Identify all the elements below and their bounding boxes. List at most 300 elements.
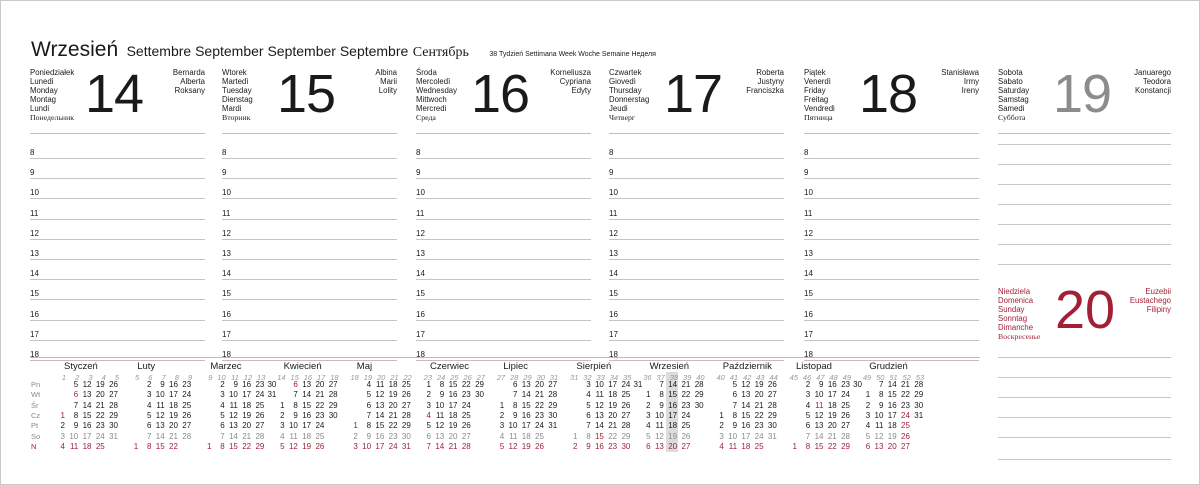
calendar-day: 27 bbox=[681, 441, 691, 451]
calendar-day: 2 bbox=[646, 400, 651, 410]
calendar-day: 8 bbox=[586, 431, 591, 441]
week-number: 15 bbox=[290, 373, 299, 382]
calendar-day: 17 bbox=[521, 421, 531, 431]
calendar-day: 12 bbox=[508, 441, 518, 451]
week-number: 5 bbox=[114, 373, 119, 382]
calendar-day: 5 bbox=[366, 390, 372, 400]
calendar-day: 1 bbox=[426, 380, 431, 389]
calendar-day: 5 bbox=[865, 431, 871, 441]
calendar-day: 15 bbox=[228, 441, 238, 451]
calendar-day: 2 bbox=[280, 410, 285, 420]
calendar-day: 5 bbox=[499, 441, 505, 451]
calendar-day: 18 bbox=[521, 431, 531, 441]
week-number: 9 bbox=[208, 373, 213, 382]
week-number: 47 bbox=[816, 373, 825, 382]
week-number: 27 bbox=[476, 373, 485, 382]
day-header-rule bbox=[804, 133, 979, 134]
calendar-day: 6 bbox=[426, 431, 431, 441]
calendar-day: 6 bbox=[293, 380, 298, 389]
calendar-day: 20 bbox=[448, 431, 458, 441]
calendar-day: 22 bbox=[681, 390, 691, 400]
week-number: 24 bbox=[436, 373, 446, 382]
calendar-day: 4 bbox=[280, 431, 285, 441]
saint-name: Euzebii bbox=[1145, 287, 1171, 296]
day-name: Sobota bbox=[998, 68, 1023, 77]
calendar-day: 8 bbox=[659, 390, 664, 400]
calendar-day: 27 bbox=[109, 390, 118, 400]
week-number: 52 bbox=[902, 373, 911, 382]
calendar-day: 27 bbox=[841, 421, 850, 431]
day-name-russian: Среда bbox=[416, 112, 436, 122]
calendar-day: 15 bbox=[887, 390, 897, 400]
month-name: Sierpień bbox=[576, 361, 612, 372]
hour-label: 17 bbox=[30, 329, 39, 339]
calendar-day: 30 bbox=[694, 400, 704, 410]
hour-label: 18 bbox=[30, 350, 39, 359]
calendar-day: 16 bbox=[594, 441, 604, 451]
hour-label: 9 bbox=[222, 168, 227, 178]
calendar-day: 19 bbox=[95, 380, 105, 389]
calendar-day: 25 bbox=[461, 410, 471, 420]
calendar-day: 14 bbox=[375, 410, 385, 420]
hour-label: 14 bbox=[30, 269, 39, 279]
calendar-day: 9 bbox=[586, 441, 591, 451]
calendar-day: 12 bbox=[594, 400, 604, 410]
day-number: 14 bbox=[85, 64, 144, 124]
calendar-day: 28 bbox=[548, 390, 558, 400]
saint-name: Edyty bbox=[571, 85, 591, 95]
hour-label: 10 bbox=[804, 188, 813, 198]
calendar-day: 2 bbox=[353, 431, 358, 441]
calendar-day: 13 bbox=[375, 400, 385, 410]
hour-row bbox=[30, 158, 205, 179]
calendar-day: 31 bbox=[914, 410, 924, 420]
hour-label: 11 bbox=[30, 208, 39, 218]
calendar-day: 14 bbox=[594, 421, 604, 431]
week-number: 25 bbox=[450, 373, 459, 382]
week-number: 26 bbox=[463, 373, 472, 382]
day-name-russian: Пятница bbox=[804, 112, 833, 122]
calendar-day: 2 bbox=[220, 380, 225, 389]
calendar-day: 17 bbox=[887, 410, 897, 420]
calendar-day: 24 bbox=[841, 390, 850, 400]
calendar-day: 30 bbox=[109, 421, 118, 431]
calendar-day: 5 bbox=[805, 410, 811, 420]
calendar-day: 7 bbox=[878, 380, 884, 389]
sunday-name-days bbox=[1130, 288, 1171, 315]
hour-row bbox=[30, 199, 205, 220]
week-number: 22 bbox=[403, 373, 412, 382]
calendar-day: 13 bbox=[594, 410, 604, 420]
calendar-day: 26 bbox=[681, 431, 691, 441]
calendar-day: 30 bbox=[914, 400, 924, 410]
calendar-day: 13 bbox=[741, 390, 751, 400]
calendar-day: 13 bbox=[521, 380, 531, 389]
calendar-day: 12 bbox=[155, 410, 165, 420]
calendar-day: 9 bbox=[366, 431, 372, 441]
calendar-day: 31 bbox=[633, 380, 643, 389]
calendar-day: 16 bbox=[375, 431, 385, 441]
calendar-day: 7 bbox=[805, 431, 811, 441]
hour-label: 15 bbox=[222, 289, 231, 299]
calendar-day: 18 bbox=[608, 390, 618, 400]
hour-row bbox=[222, 259, 397, 280]
week-number: 46 bbox=[802, 373, 812, 382]
hour-row bbox=[30, 138, 205, 159]
hour-label: 16 bbox=[416, 309, 425, 319]
day-name: Vendredi bbox=[804, 103, 835, 113]
day-name-russian: Воскресенье bbox=[998, 331, 1041, 341]
calendar-day: 18 bbox=[448, 410, 458, 420]
day-name: Środa bbox=[416, 68, 437, 77]
calendar-day: 24 bbox=[95, 431, 105, 441]
calendar-day: 29 bbox=[255, 441, 265, 451]
calendar-day: 31 bbox=[401, 441, 411, 451]
calendar-day: 22 bbox=[535, 400, 544, 410]
calendar-day: 24 bbox=[315, 421, 325, 431]
calendar-day: 21 bbox=[608, 421, 618, 431]
calendar-day: 6 bbox=[586, 410, 591, 420]
calendar-day: 18 bbox=[302, 431, 312, 441]
calendar-day: 5 bbox=[426, 421, 431, 431]
sunday-names bbox=[998, 288, 1040, 341]
calendar-day: 20 bbox=[668, 441, 678, 451]
month-name: Lipiec bbox=[503, 361, 529, 372]
calendar-day: 15 bbox=[302, 400, 312, 410]
calendar-day: 7 bbox=[146, 431, 152, 441]
calendar-day: 16 bbox=[82, 421, 92, 431]
calendar-day: 25 bbox=[315, 431, 325, 441]
calendar-day: 10 bbox=[814, 390, 824, 400]
hour-label: 16 bbox=[222, 309, 231, 319]
calendar-day: 21 bbox=[827, 431, 837, 441]
calendar-day: 19 bbox=[668, 431, 678, 441]
hour-row bbox=[416, 300, 591, 321]
month-name: Wrzesień bbox=[649, 361, 690, 372]
calendar-day: 11 bbox=[815, 400, 824, 410]
month-name: Luty bbox=[137, 361, 156, 372]
day-name: Martedì bbox=[222, 76, 249, 86]
hour-label: 8 bbox=[30, 148, 35, 157]
day-name: Dienstag bbox=[222, 94, 253, 104]
weekday-label: Cz bbox=[31, 410, 41, 420]
calendar-day: 4 bbox=[499, 431, 505, 441]
saint-name: Roberta bbox=[756, 68, 784, 77]
calendar-day: 23 bbox=[95, 421, 105, 431]
calendar-day: 5 bbox=[280, 441, 285, 451]
calendar-day: 13 bbox=[82, 390, 92, 400]
calendar-day: 26 bbox=[401, 390, 411, 400]
hour-row bbox=[804, 158, 979, 179]
calendar-day: 2 bbox=[499, 410, 505, 420]
week-number: 9 bbox=[188, 373, 193, 382]
saint-name: Stanisława bbox=[941, 68, 979, 77]
calendar-day: 16 bbox=[169, 380, 178, 389]
calendar-day: 12 bbox=[654, 431, 664, 441]
calendar-day: 25 bbox=[901, 421, 910, 431]
calendar-day: 25 bbox=[401, 380, 411, 389]
hour-row bbox=[609, 138, 784, 159]
week-number: 49 bbox=[862, 373, 872, 382]
saint-name: Albina bbox=[375, 68, 397, 77]
hour-label: 8 bbox=[609, 148, 614, 157]
calendar-day: 15 bbox=[521, 400, 531, 410]
saint-name: Korneliusza bbox=[550, 68, 591, 77]
calendar-day: 1 bbox=[60, 410, 65, 420]
calendar-day: 28 bbox=[694, 380, 704, 389]
saint-name: Januarego bbox=[1134, 68, 1171, 77]
calendar-day: 23 bbox=[754, 421, 764, 431]
hour-row bbox=[416, 259, 591, 280]
calendar-day: 14 bbox=[228, 431, 238, 441]
calendar-day: 6 bbox=[865, 441, 871, 451]
note-line bbox=[998, 397, 1171, 398]
name-days bbox=[173, 69, 205, 96]
hour-label: 15 bbox=[30, 289, 39, 299]
calendar-day: 8 bbox=[293, 400, 298, 410]
calendar-day: 8 bbox=[366, 421, 372, 431]
month-title: Wrzesień bbox=[31, 38, 119, 61]
week-number: 12 bbox=[243, 373, 253, 382]
day-header-rule bbox=[609, 133, 784, 134]
weekday-label: Wt bbox=[31, 390, 41, 400]
calendar-day: 3 bbox=[499, 421, 505, 431]
calendar-day: 11 bbox=[728, 441, 738, 451]
hour-label: 13 bbox=[416, 249, 425, 258]
calendar-day: 28 bbox=[914, 380, 924, 389]
calendar-day: 9 bbox=[233, 380, 238, 389]
calendar-day: 4 bbox=[60, 441, 65, 451]
calendar-day: 6 bbox=[805, 421, 811, 431]
hour-label: 8 bbox=[804, 148, 809, 157]
day-name: Samedi bbox=[998, 103, 1025, 113]
calendar-day: 26 bbox=[315, 441, 325, 451]
calendar-day: 20 bbox=[169, 421, 178, 431]
calendar-day: 2 bbox=[805, 380, 811, 389]
day-names bbox=[998, 69, 1029, 122]
day-name: Wednesday bbox=[416, 85, 458, 95]
month-name-russian: Сентябрь bbox=[412, 45, 469, 60]
calendar-day: 1 bbox=[353, 421, 358, 431]
calendar-day: 5 bbox=[146, 410, 152, 420]
calendar-day: 5 bbox=[732, 380, 738, 389]
calendar-day: 3 bbox=[146, 390, 152, 400]
calendar-day: 26 bbox=[182, 410, 192, 420]
day-header-rule bbox=[998, 133, 1171, 134]
week-number: 11 bbox=[231, 373, 239, 382]
name-days bbox=[746, 69, 784, 96]
calendar-day: 9 bbox=[439, 390, 445, 400]
calendar-day: 10 bbox=[874, 410, 884, 420]
calendar-day: 15 bbox=[741, 410, 751, 420]
calendar-day: 31 bbox=[109, 431, 118, 441]
saint-name: Eustachego bbox=[1129, 295, 1171, 305]
saint-name: Konstancji bbox=[1135, 85, 1171, 95]
calendar-day: 18 bbox=[82, 441, 92, 451]
calendar-day: 8 bbox=[73, 410, 79, 420]
calendar-day: 12 bbox=[228, 410, 238, 420]
calendar-day: 24 bbox=[901, 410, 910, 420]
hour-label: 10 bbox=[30, 188, 39, 198]
hour-label: 15 bbox=[609, 289, 618, 299]
calendar-day: 14 bbox=[302, 390, 312, 400]
note-line bbox=[998, 377, 1171, 378]
calendar-day: 19 bbox=[448, 421, 458, 431]
calendar-day: 10 bbox=[155, 390, 165, 400]
weekday-label: Pn bbox=[31, 380, 41, 389]
calendar-day: 29 bbox=[548, 400, 558, 410]
calendar-day: 2 bbox=[146, 380, 152, 389]
hour-row bbox=[222, 158, 397, 179]
calendar-day: 16 bbox=[741, 421, 751, 431]
hour-label: 17 bbox=[804, 329, 813, 339]
calendar-day: 30 bbox=[853, 380, 862, 389]
calendar-day: 9 bbox=[293, 410, 298, 420]
calendar-day: 26 bbox=[109, 380, 118, 389]
calendar-day: 21 bbox=[95, 400, 105, 410]
hour-label: 11 bbox=[609, 208, 618, 218]
calendar-day: 15 bbox=[375, 421, 385, 431]
hour-label: 11 bbox=[416, 208, 425, 218]
day-number: 16 bbox=[471, 64, 530, 124]
hour-label: 11 bbox=[804, 208, 813, 218]
calendar-day: 28 bbox=[328, 390, 338, 400]
note-line bbox=[998, 184, 1171, 185]
calendar-day: 30 bbox=[767, 421, 777, 431]
month-name: Grudzień bbox=[869, 361, 908, 372]
calendar-day: 3 bbox=[805, 390, 811, 400]
week-number: 27 bbox=[496, 373, 506, 382]
day-name: Lundi bbox=[30, 103, 50, 113]
calendar-day: 29 bbox=[475, 380, 484, 389]
calendar-day: 1 bbox=[206, 441, 212, 451]
calendar-day: 3 bbox=[646, 410, 651, 420]
hour-row bbox=[804, 320, 979, 341]
calendar-day: 30 bbox=[267, 380, 277, 389]
saint-name: Bernarda bbox=[172, 68, 205, 77]
saint-name: Filipiny bbox=[1146, 304, 1171, 314]
week-number: 41 bbox=[729, 373, 739, 382]
hour-row bbox=[416, 320, 591, 341]
calendar-day: 13 bbox=[302, 380, 312, 389]
calendar-day: 21 bbox=[681, 380, 691, 389]
hour-label: 18 bbox=[609, 350, 618, 359]
calendar-day: 12 bbox=[874, 431, 884, 441]
calendar-day: 28 bbox=[255, 431, 265, 441]
calendar-day: 28 bbox=[621, 421, 631, 431]
hour-label: 12 bbox=[222, 228, 231, 238]
calendar-day: 3 bbox=[719, 431, 724, 441]
hour-row bbox=[30, 320, 205, 341]
hour-row bbox=[804, 219, 979, 240]
calendar-day: 29 bbox=[328, 400, 338, 410]
hour-row bbox=[416, 239, 591, 260]
saint-name: Alberta bbox=[180, 76, 205, 86]
calendar-day: 18 bbox=[668, 421, 678, 431]
calendar-day: 22 bbox=[608, 431, 618, 441]
calendar-day: 23 bbox=[681, 400, 691, 410]
calendar-day: 4 bbox=[426, 410, 431, 420]
calendar-day: 26 bbox=[841, 410, 850, 420]
calendar-day: 31 bbox=[267, 390, 277, 400]
calendar-day: 22 bbox=[827, 441, 837, 451]
calendar-day: 27 bbox=[901, 441, 910, 451]
calendar-day: 22 bbox=[315, 400, 325, 410]
hour-label: 8 bbox=[222, 148, 227, 157]
day-number: 15 bbox=[277, 64, 336, 124]
week-number: 17 bbox=[317, 373, 326, 382]
calendar-day: 25 bbox=[754, 441, 764, 451]
calendar-day: 16 bbox=[887, 400, 897, 410]
hour-label: 16 bbox=[30, 309, 39, 319]
calendar-day: 23 bbox=[841, 380, 850, 389]
name-days bbox=[1134, 69, 1171, 96]
weekday-label: Śr bbox=[31, 400, 39, 410]
hour-label: 10 bbox=[609, 188, 618, 198]
saint-name: Cypriana bbox=[559, 76, 591, 86]
calendar-day: 30 bbox=[475, 390, 484, 400]
calendar-day: 23 bbox=[901, 400, 910, 410]
calendar-day: 8 bbox=[439, 380, 445, 389]
calendar-day: 16 bbox=[521, 410, 531, 420]
calendar-day: 8 bbox=[805, 441, 811, 451]
hour-row bbox=[804, 279, 979, 300]
week-number: 39 bbox=[683, 373, 692, 382]
calendar-day: 28 bbox=[182, 431, 192, 441]
calendar-day: 10 bbox=[435, 400, 445, 410]
hour-row bbox=[416, 279, 591, 300]
hour-row bbox=[804, 239, 979, 260]
hour-row bbox=[416, 199, 591, 220]
note-line bbox=[998, 224, 1171, 225]
hour-row bbox=[222, 320, 397, 341]
calendar-day: 22 bbox=[461, 380, 471, 389]
calendar-day: 1 bbox=[572, 431, 578, 441]
day-names bbox=[222, 69, 253, 122]
calendar-day: 11 bbox=[156, 400, 165, 410]
month-translations: Settembre September September Septembre bbox=[126, 43, 409, 59]
month-name: Czerwiec bbox=[430, 361, 470, 372]
calendar-day: 26 bbox=[535, 441, 544, 451]
hour-row bbox=[222, 239, 397, 260]
calendar-day: 17 bbox=[608, 380, 618, 389]
note-line bbox=[998, 437, 1171, 438]
calendar-day: 4 bbox=[646, 421, 651, 431]
calendar-day: 25 bbox=[255, 400, 265, 410]
hour-row bbox=[609, 219, 784, 240]
month-header bbox=[31, 38, 656, 62]
hour-row bbox=[30, 239, 205, 260]
calendar-day: 5 bbox=[646, 431, 651, 441]
hour-label: 11 bbox=[222, 208, 231, 218]
calendar-day: 18 bbox=[887, 421, 897, 431]
saint-name: Franciszka bbox=[746, 85, 784, 95]
calendar-day: 29 bbox=[841, 441, 850, 451]
week-number: 45 bbox=[789, 373, 798, 382]
note-line bbox=[998, 204, 1171, 205]
weekday-label: N bbox=[31, 441, 37, 451]
hour-label: 13 bbox=[30, 249, 39, 258]
day-name: Lunedì bbox=[30, 76, 54, 86]
name-days bbox=[550, 69, 591, 96]
calendar-day: 3 bbox=[280, 421, 285, 431]
week-number: 40 bbox=[716, 373, 725, 382]
calendar-day: 11 bbox=[229, 400, 238, 410]
week-number: 1 bbox=[61, 373, 66, 382]
calendar-day: 20 bbox=[388, 400, 398, 410]
calendar-day: 27 bbox=[182, 421, 192, 431]
calendar-day: 26 bbox=[255, 410, 265, 420]
